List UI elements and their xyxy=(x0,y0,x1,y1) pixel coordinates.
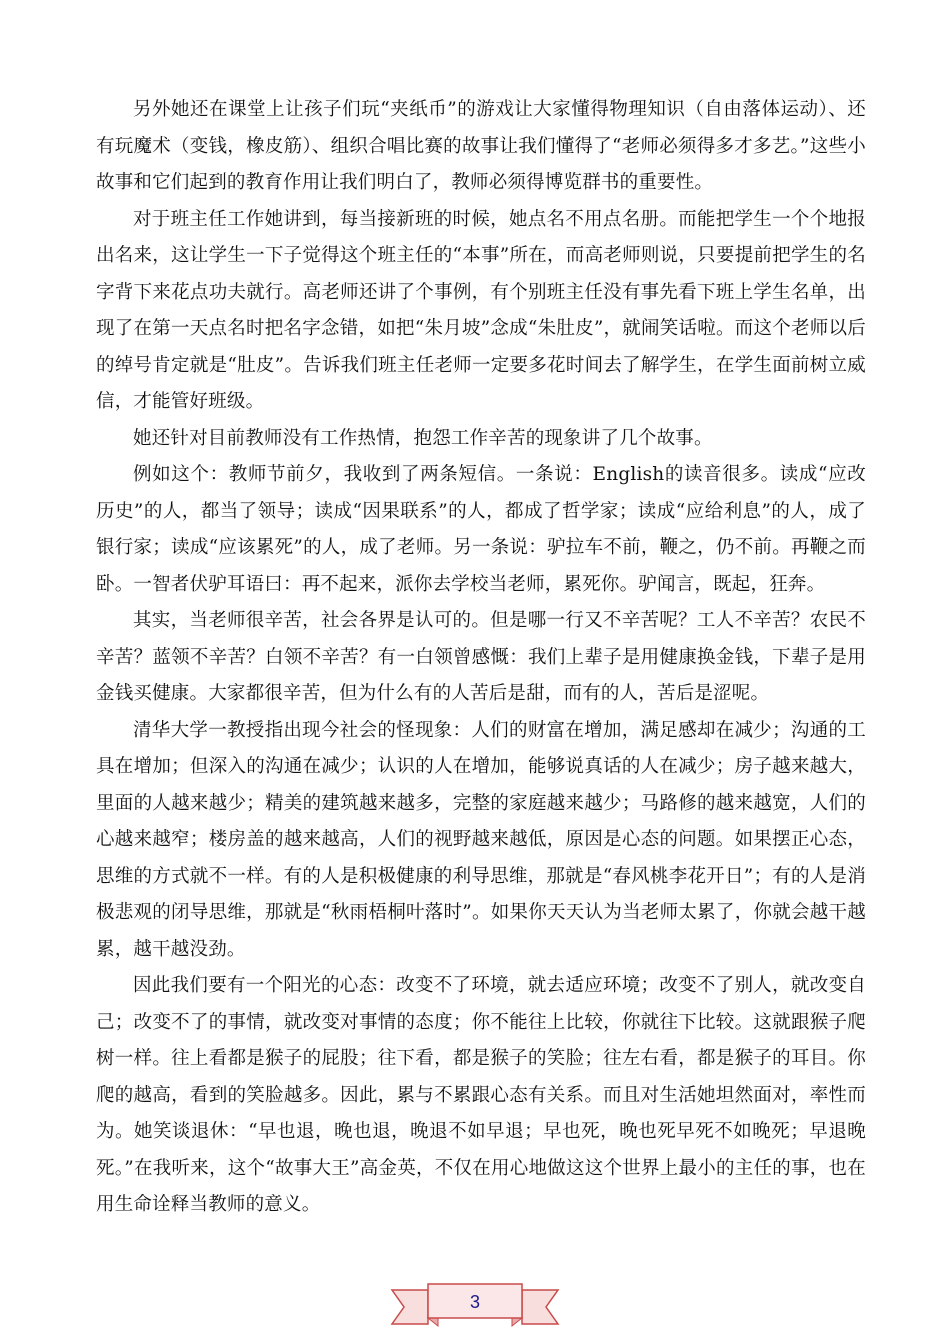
paragraph-1: 另外她还在课堂上让孩子们玩“夹纸币”的游戏让大家懂得物理知识（自由落体运动）、还有玩魔术（变钱，橡皮筋）、组织合唱比赛的故事让我们懂得了“老师必须得多才多艺。”这些小故事和它们起到的教育作用让我们明白了，教师必须得博览群书的重要性。 xyxy=(96,99,866,193)
page-number: 3 xyxy=(469,1292,480,1312)
paragraph-6: 清华大学一教授指出现今社会的怪现象：人们的财富在增加，满足感却在减少；沟通的工具在增加；但深入的沟通在减少；认识的人在增加，能够说真话的人在减少；房子越来越大，里面的人越来越少；精美的建筑越来越多，完整的家庭越来越少；马路修的越来越宽，人们的心越来越窄；楼房盖的越来越高，人们的视野越来越低，原因是心态的问题。如果摆正心态，思维的方式就不一样。有的人是积极健康的利导思维，那就是“春风桃李花开日”；有的人是消极悲观的闭导思维，那就是“秋雨梧桐叶落时”。如果你天天认为当老师太累了，你就会越干越累，越干越没劲。 xyxy=(96,719,866,960)
page-footer xyxy=(390,1268,560,1334)
paragraph-2: 对于班主任工作她讲到，每当接新班的时候，她点名不用点名册。而能把学生一个个地报出名来，这让学生一下子觉得这个班主任的“本事”所在，而高老师则说，只要提前把学生的名字背下来花点功夫就行。高老师还讲了个事例，有个别班主任没有事先看下班上学生名单，出现了在第一天点名时把名字念错，如把“朱月坡”念成“朱肚皮”，就闹笑话啦。而这个老师以后的绰号肯定就是“肚皮”。告诉我们班主任老师一定要多花时间去了解学生，在学生面前树立威信，才能管好班级。 xyxy=(96,208,866,412)
paragraph-4: 例如这个：教师节前夕，我收到了两条短信。一条说：English的读音很多。读成“应改历史”的人，都当了领导；读成“因果联系”的人，都成了哲学家；读成“应给利息”的人，成了银行家；读成“应该累死”的人，成了老师。另一条说：驴拉车不前，鞭之，仍不前。再鞭之而卧。一智者伏驴耳语曰：再不起来，派你去学校当老师，累死你。驴闻言，既起，狂奔。 xyxy=(96,464,866,595)
paragraph-3: 她还针对目前教师没有工作热情，抱怨工作辛苦的现象讲了几个故事。 xyxy=(133,427,713,449)
paragraph-5: 其实，当老师很辛苦，社会各界是认可的。但是哪一行又不辛苦呢？工人不辛苦？农民不辛苦？蓝领不辛苦？白领不辛苦？有一白领曾感慨：我们上辈子是用健康换金钱，下辈子是用金钱买健康。大家都很辛苦，但为什么有的人苦后是甜，而有的人，苦后是涩呢。 xyxy=(96,610,866,704)
paragraph-7: 因此我们要有一个阳光的心态：改变不了环境，就去适应环境；改变不了别人，就改变自己；改变不了的事情，就改变对事情的态度；你不能往上比较，你就往下比较。这就跟猴子爬树一样。往上看都是猴子的屁股；往下看，都是猴子的笑脸；往左右看，都是猴子的耳目。你爬的越高，看到的笑脸越多。因此，累与不累跟心态有关系。而且对生活她坦然面对，率性而为。她笑谈退休：“早也退，晚也退，晚退不如早退；早也死，晚也死早死不如晚死；早退晚死。”在我听来，这个“故事大王”高金英，不仅在用心地做这这个世界上最小的主任的事，也在用生命诠释当教师的意义。 xyxy=(96,975,866,1215)
document-body xyxy=(96,92,866,1224)
